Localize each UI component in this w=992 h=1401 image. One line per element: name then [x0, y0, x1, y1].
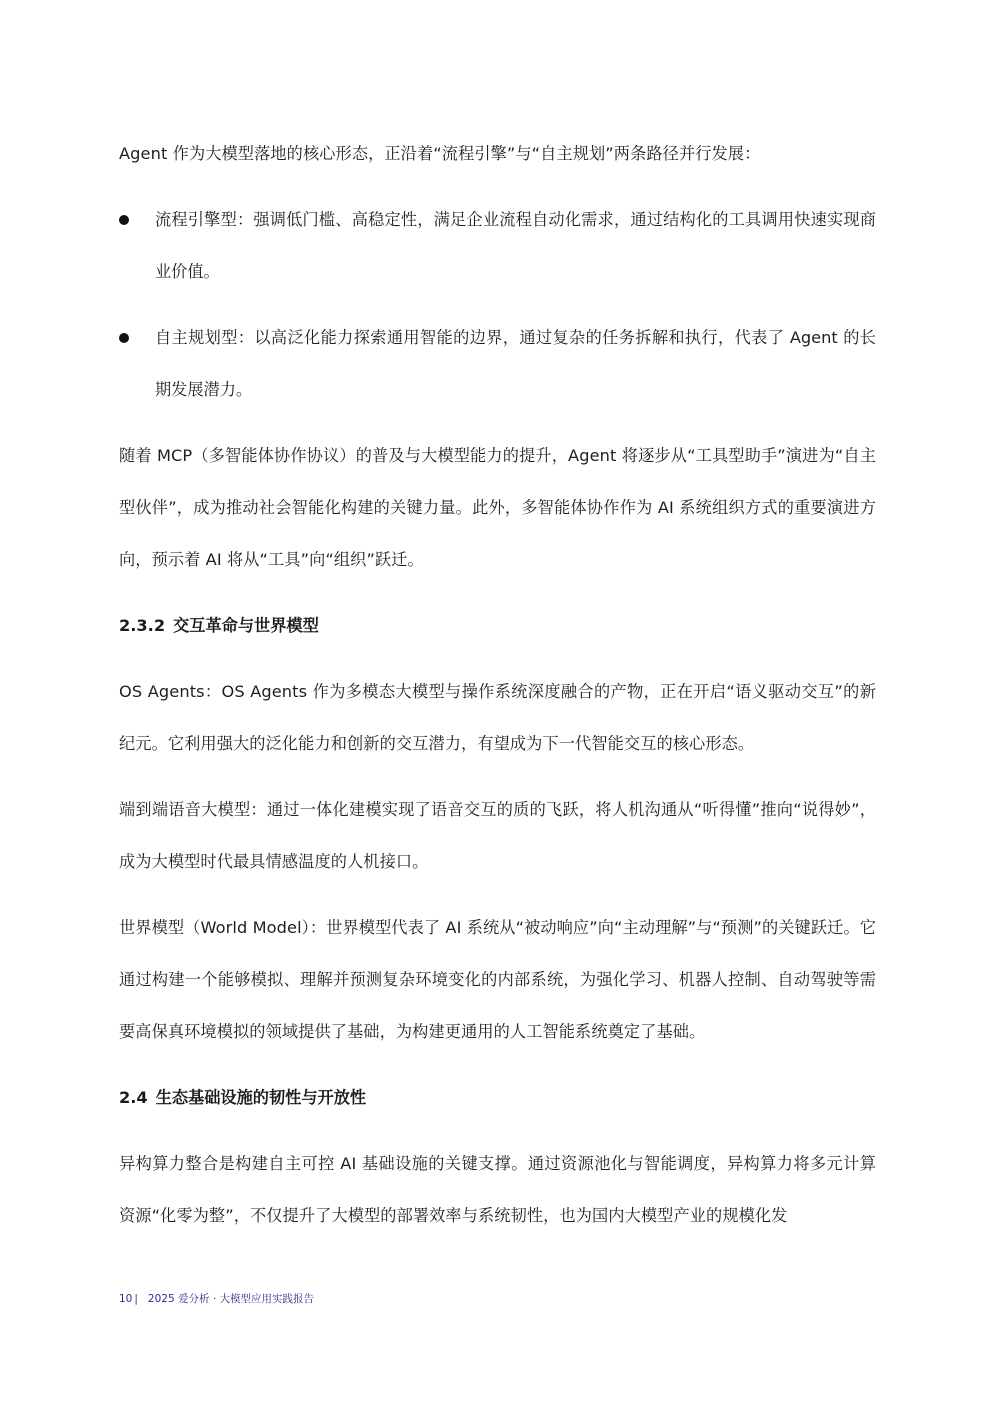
section-title: 交互革命与世界模型 — [173, 616, 319, 635]
section-heading-2-3-2 — [119, 600, 876, 652]
section-heading-2-4 — [119, 1072, 876, 1124]
bullet-icon — [119, 333, 129, 343]
section-number: 2.4 — [119, 1088, 148, 1107]
footer-separator: | — [134, 1293, 138, 1305]
compute-paragraph: 异构算力整合是构建自主可控 AI 基础设施的关键支撑。通过资源池化与智能调度，异构算力将多元计算资源“化零为整”，不仅提升了大模型的部署效率与系统韧性，也为国内大模型产业的规模化发 — [119, 1154, 876, 1225]
section-number: 2.3.2 — [119, 616, 166, 635]
page-footer — [119, 1291, 314, 1306]
agent-path-list — [119, 194, 876, 416]
world-model-paragraph: 世界模型（World Model）：世界模型代表了 AI 系统从“被动响应”向“主动理解”与“预测”的关键跃迁。它通过构建一个能够模拟、理解并预测复杂环境变化的内部系统，为强化学习、机器人控制、自动驾驶等需要高保真环境模拟的领域提供了基础，为构建更通用的人工智能系统奠定了基础。 — [119, 918, 876, 1041]
os-agents-paragraph: OS Agents：OS Agents 作为多模态大模型与操作系统深度融合的产物，正在开启“语义驱动交互”的新纪元。它利用强大的泛化能力和创新的交互潜力，有望成为下一代智能交互的核心形态。 — [119, 682, 876, 753]
bullet-icon — [119, 215, 129, 225]
list-item — [119, 312, 876, 416]
list-item-text: 流程引擎型：强调低门槛、高稳定性，满足企业流程自动化需求，通过结构化的工具调用快速实现商业价值。 — [155, 210, 876, 281]
mcp-paragraph: 随着 MCP（多智能体协作协议）的普及与大模型能力的提升，Agent 将逐步从“工具型助手”演进为“自主型伙伴”，成为推动社会智能化构建的关键力量。此外，多智能体协作作为 AI 系统组织方式的重要演进方向，预示着 AI 将从“工具”向“组织”跃迁。 — [119, 446, 876, 569]
list-item-text: 自主规划型：以高泛化能力探索通用智能的边界，通过复杂的任务拆解和执行，代表了 Agent 的长期发展潜力。 — [155, 328, 876, 399]
list-item — [119, 194, 876, 298]
speech-model-paragraph: 端到端语音大模型：通过一体化建模实现了语音交互的质的飞跃，将人机沟通从“听得懂”推向“说得妙”，成为大模型时代最具情感温度的人机接口。 — [119, 800, 876, 871]
intro-paragraph: Agent 作为大模型落地的核心形态，正沿着“流程引擎”与“自主规划”两条路径并行发展： — [119, 144, 761, 163]
section-title: 生态基础设施的韧性与开放性 — [155, 1088, 367, 1107]
report-title: 2025 爱分析 · 大模型应用实践报告 — [147, 1293, 314, 1305]
page-content — [119, 128, 876, 1256]
page-number: 10 — [119, 1293, 133, 1305]
